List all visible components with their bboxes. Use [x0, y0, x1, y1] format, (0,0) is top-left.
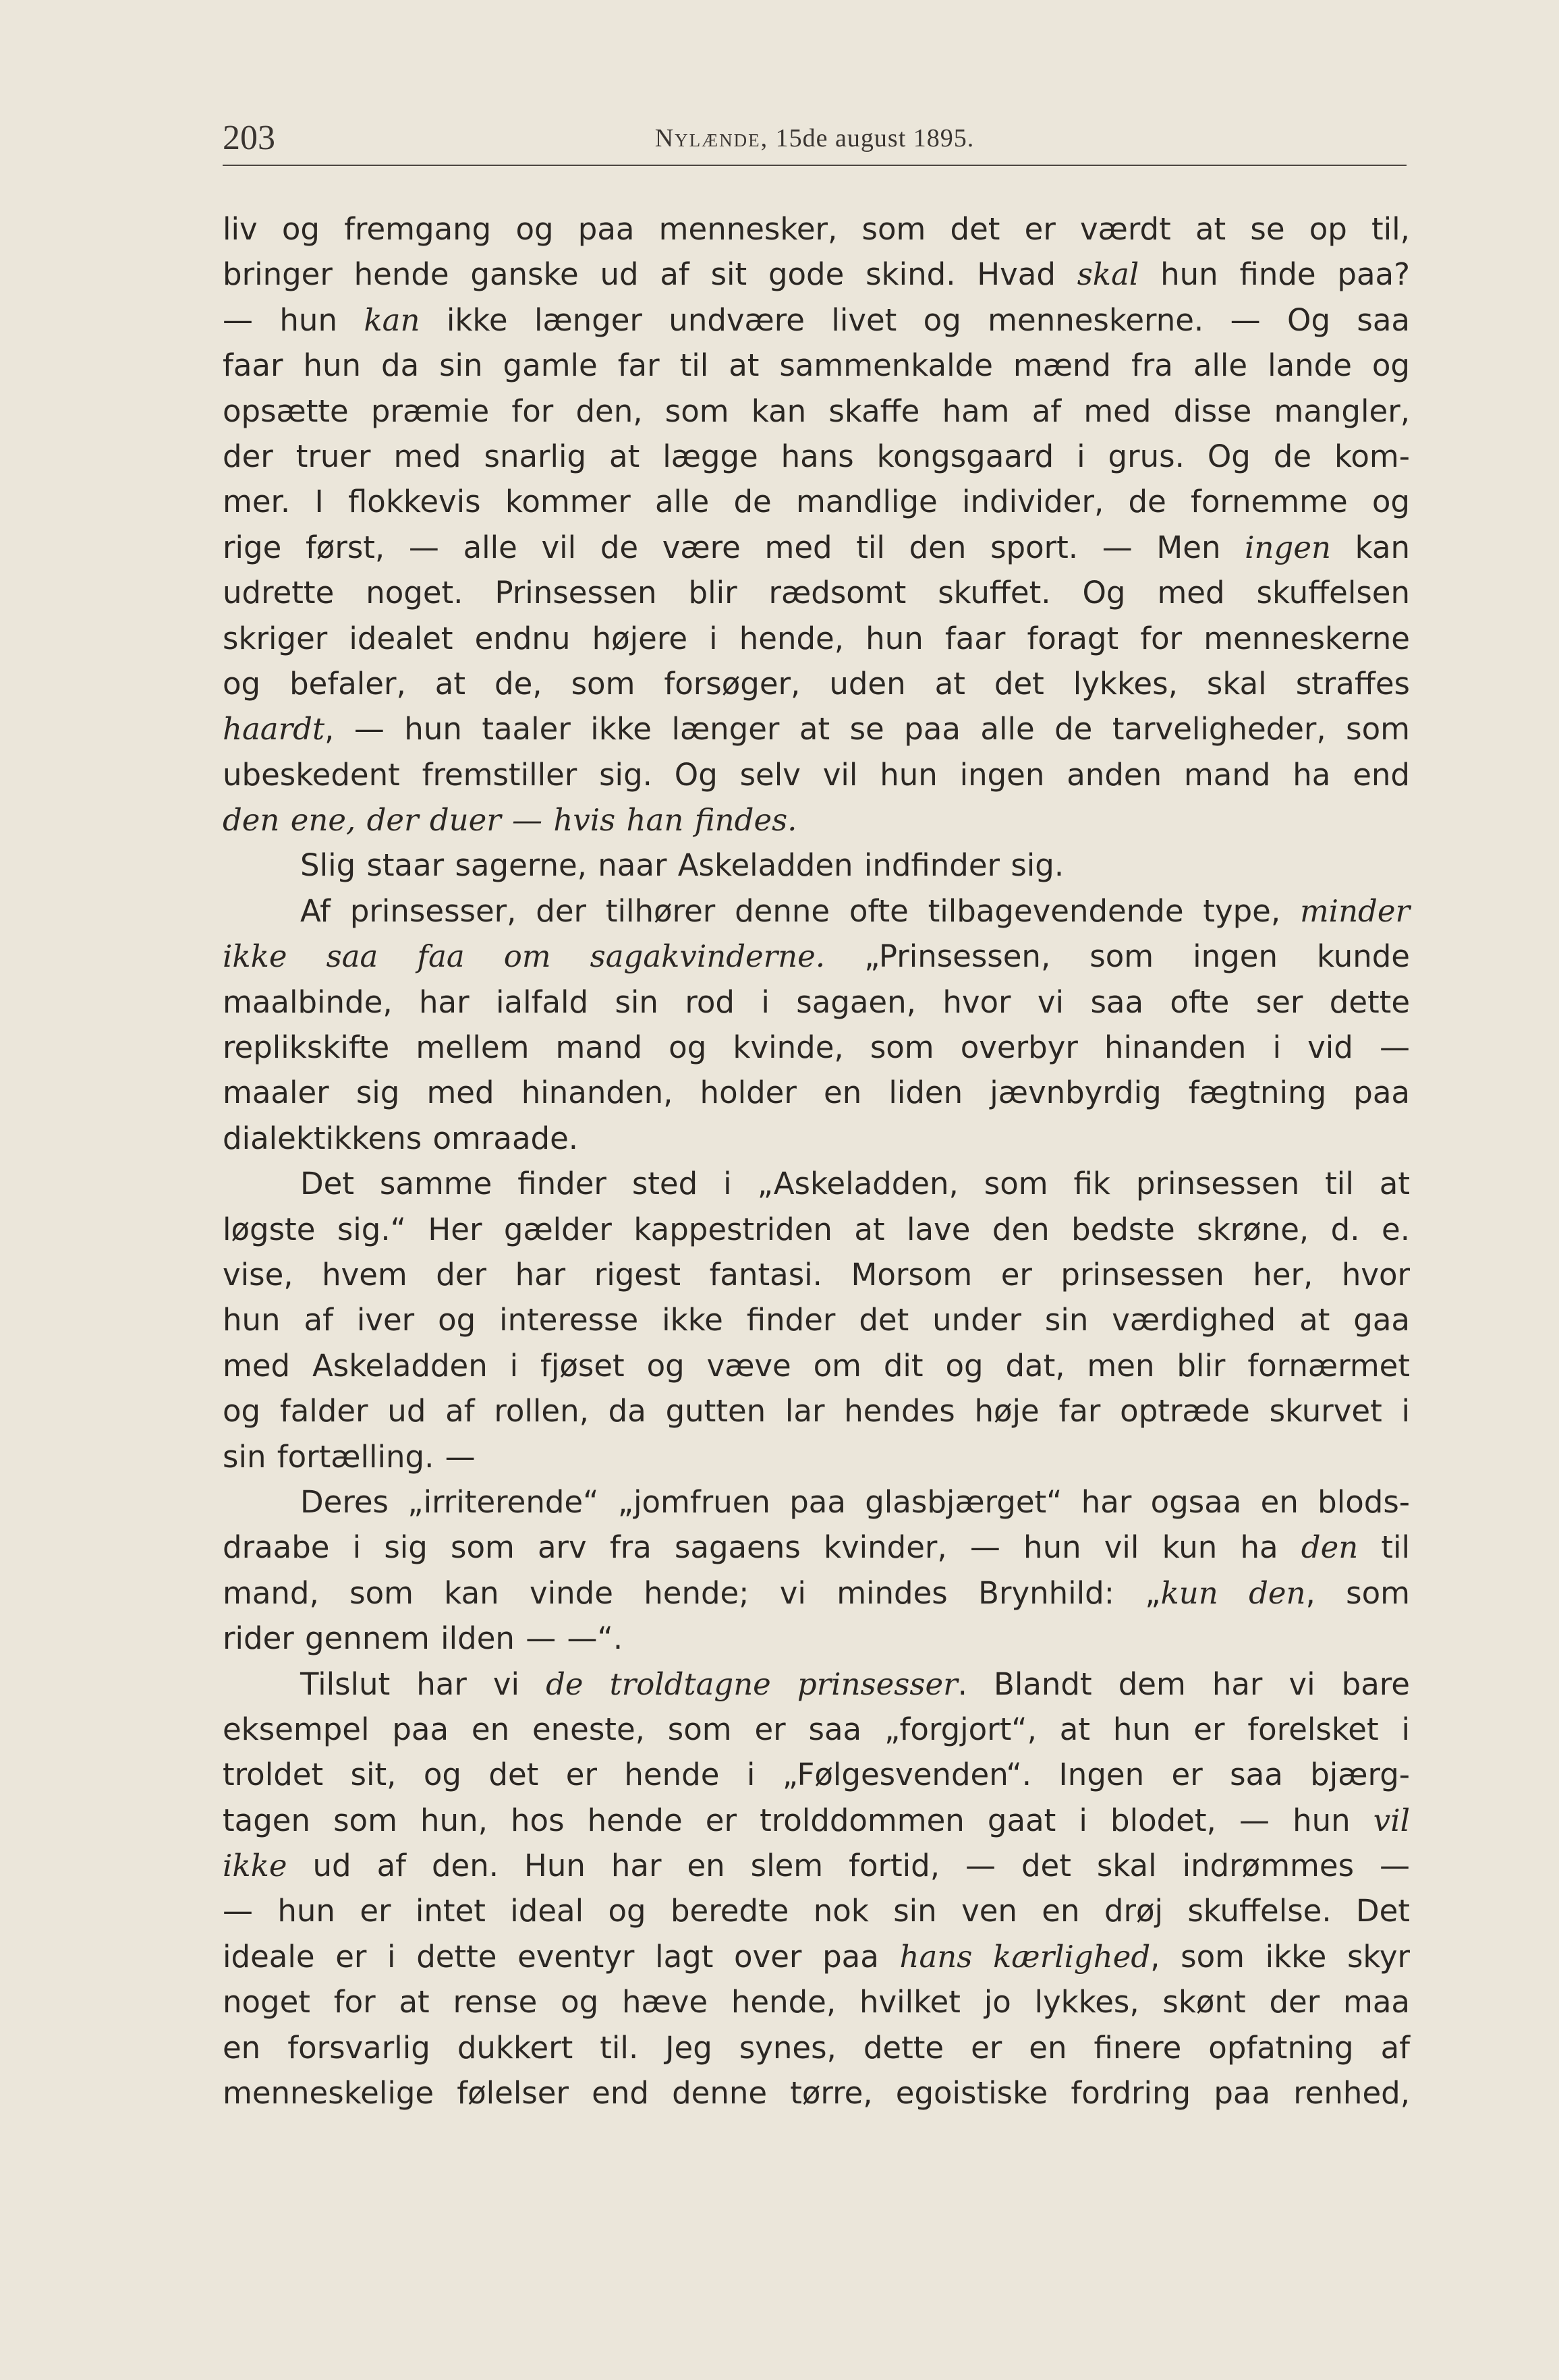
body-text	[223, 206, 1410, 2116]
text-line: maaler sig med hinanden, holder en liden jævnbyrdig fægtning paa	[223, 1075, 1410, 1111]
header-rule	[223, 165, 1407, 166]
text-line: rider gennem ilden — —“.	[223, 1620, 623, 1657]
text-line: der truer med snarlig at lægge hans kongsgaard i grus. Og de kom-	[223, 438, 1410, 474]
journal-title: Nylænde,	[654, 124, 769, 152]
text-line: noget for at rense og hæve hende, hvilket jo lykkes, skønt der maa	[223, 1984, 1410, 2020]
text-line: og befaler, at de, som forsøger, uden at det lykkes, skal straffes	[223, 665, 1410, 702]
issue-date: 15de august 1895.	[775, 124, 975, 152]
text-line: — hun kan ikke længer undvære livet og menneskerne. — Og saa	[223, 302, 1411, 338]
text-line: med Askeladden i fjøset og væve om dit og dat, men blir fornærmet	[223, 1347, 1410, 1384]
text-line: ubeskedent fremstiller sig. Og selv vil hun ingen anden mand ha end	[223, 756, 1410, 793]
text-line: vise, hvem der har rigest fantasi. Morsom er prinsessen her, hvor	[223, 1256, 1410, 1293]
text-line: — hun er intet ideal og beredte nok sin ven en drøj skuffelse. Det	[223, 1893, 1410, 1929]
text-line: løgste sig.“ Her gælder kappestriden at lave den bedste skrøne, d. e.	[223, 1211, 1410, 1247]
text-line: dialektikkens omraade.	[223, 1120, 579, 1156]
text-line: sin fortælling. —	[223, 1438, 476, 1475]
text-line: Slig staar sagerne, naar Askeladden indfinder sig.	[300, 847, 1065, 884]
text-line: Af prinsesser, der tilhører denne ofte tilbagevendende type, minder	[300, 893, 1410, 929]
text-line: haardt, — hun taaler ikke længer at se paa alle de tarveligheder, som	[223, 711, 1410, 747]
text-line: Deres „irriterende“ „jomfruen paa glasbjærget“ har ogsaa en blods-	[300, 1483, 1410, 1520]
text-line: ikke saa faa om sagakvinderne. „Prinsessen, som ingen kunde	[223, 938, 1410, 975]
text-line: en forsvarlig dukkert til. Jeg synes, dette er en finere opfatning af	[223, 2029, 1410, 2066]
page-header	[223, 115, 1407, 162]
text-line: tagen som hun, hos hende er trolddommen gaat i blodet, — hun vil	[223, 1802, 1410, 1838]
text-line: troldet sit, og det er hende i „Følgesvenden“. Ingen er saa bjærg-	[223, 1757, 1410, 1793]
text-line: rige først, — alle vil de være med til den sport. — Men ingen kan	[223, 529, 1411, 565]
text-line: ideale er i dette eventyr lagt over paa hans kærlighed, som ikke skyr	[223, 1938, 1411, 1975]
text-line: replikskifte mellem mand og kvinde, som overbyr hinanden i vid —	[223, 1029, 1410, 1066]
text-line: liv og fremgang og paa mennesker, som det er værdt at se op til,	[223, 211, 1410, 247]
text-line: bringer hende ganske ud af sit gode skind. Hvad skal hun finde paa?	[223, 256, 1410, 293]
text-line: ikke ud af den. Hun har en slem fortid, — det skal indrømmes —	[223, 1848, 1410, 1884]
text-line: Det samme finder sted i „Askeladden, som fik prinsessen til at	[300, 1166, 1410, 1202]
text-line: menneskelige følelser end denne tørre, egoistiske fordring paa renhed,	[223, 2075, 1410, 2112]
text-line: maalbinde, har ialfald sin rod i sagaen, hvor vi saa ofte ser dette	[223, 984, 1410, 1020]
text-line: mand, som kan vinde hende; vi mindes Brynhild: „kun den, som	[223, 1575, 1410, 1611]
text-line: faar hun da sin gamle far til at sammenkalde mænd fra alle lande og	[223, 347, 1410, 384]
text-line: eksempel paa en eneste, som er saa „forgjort“, at hun er forelsket i	[223, 1711, 1410, 1747]
text-line: og falder ud af rollen, da gutten lar hendes høje far optræde skurvet i	[223, 1393, 1410, 1429]
text-line: draabe i sig som arv fra sagaens kvinder, — hun vil kun ha den til	[223, 1529, 1411, 1566]
text-line: mer. I flokkevis kommer alle de mandlige individer, de fornemme og	[223, 484, 1410, 520]
text-line: skriger idealet endnu højere i hende, hun faar foragt for menneskerne	[223, 620, 1410, 656]
text-line: Tilslut har vi de troldtagne prinsesser. Blandt dem har vi bare	[300, 1666, 1410, 1702]
running-head	[223, 115, 1407, 162]
text-line: udrette noget. Prinsessen blir rædsomt skuffet. Og med skuffelsen	[223, 575, 1410, 611]
page-number: 203	[223, 119, 275, 157]
text-line: hun af iver og interesse ikke finder det under sin værdighed at gaa	[223, 1302, 1410, 1338]
text-line: den ene, der duer — hvis han findes.	[223, 802, 797, 839]
text-line: opsætte præmie for den, som kan skaffe ham af med disse mangler,	[223, 393, 1410, 429]
